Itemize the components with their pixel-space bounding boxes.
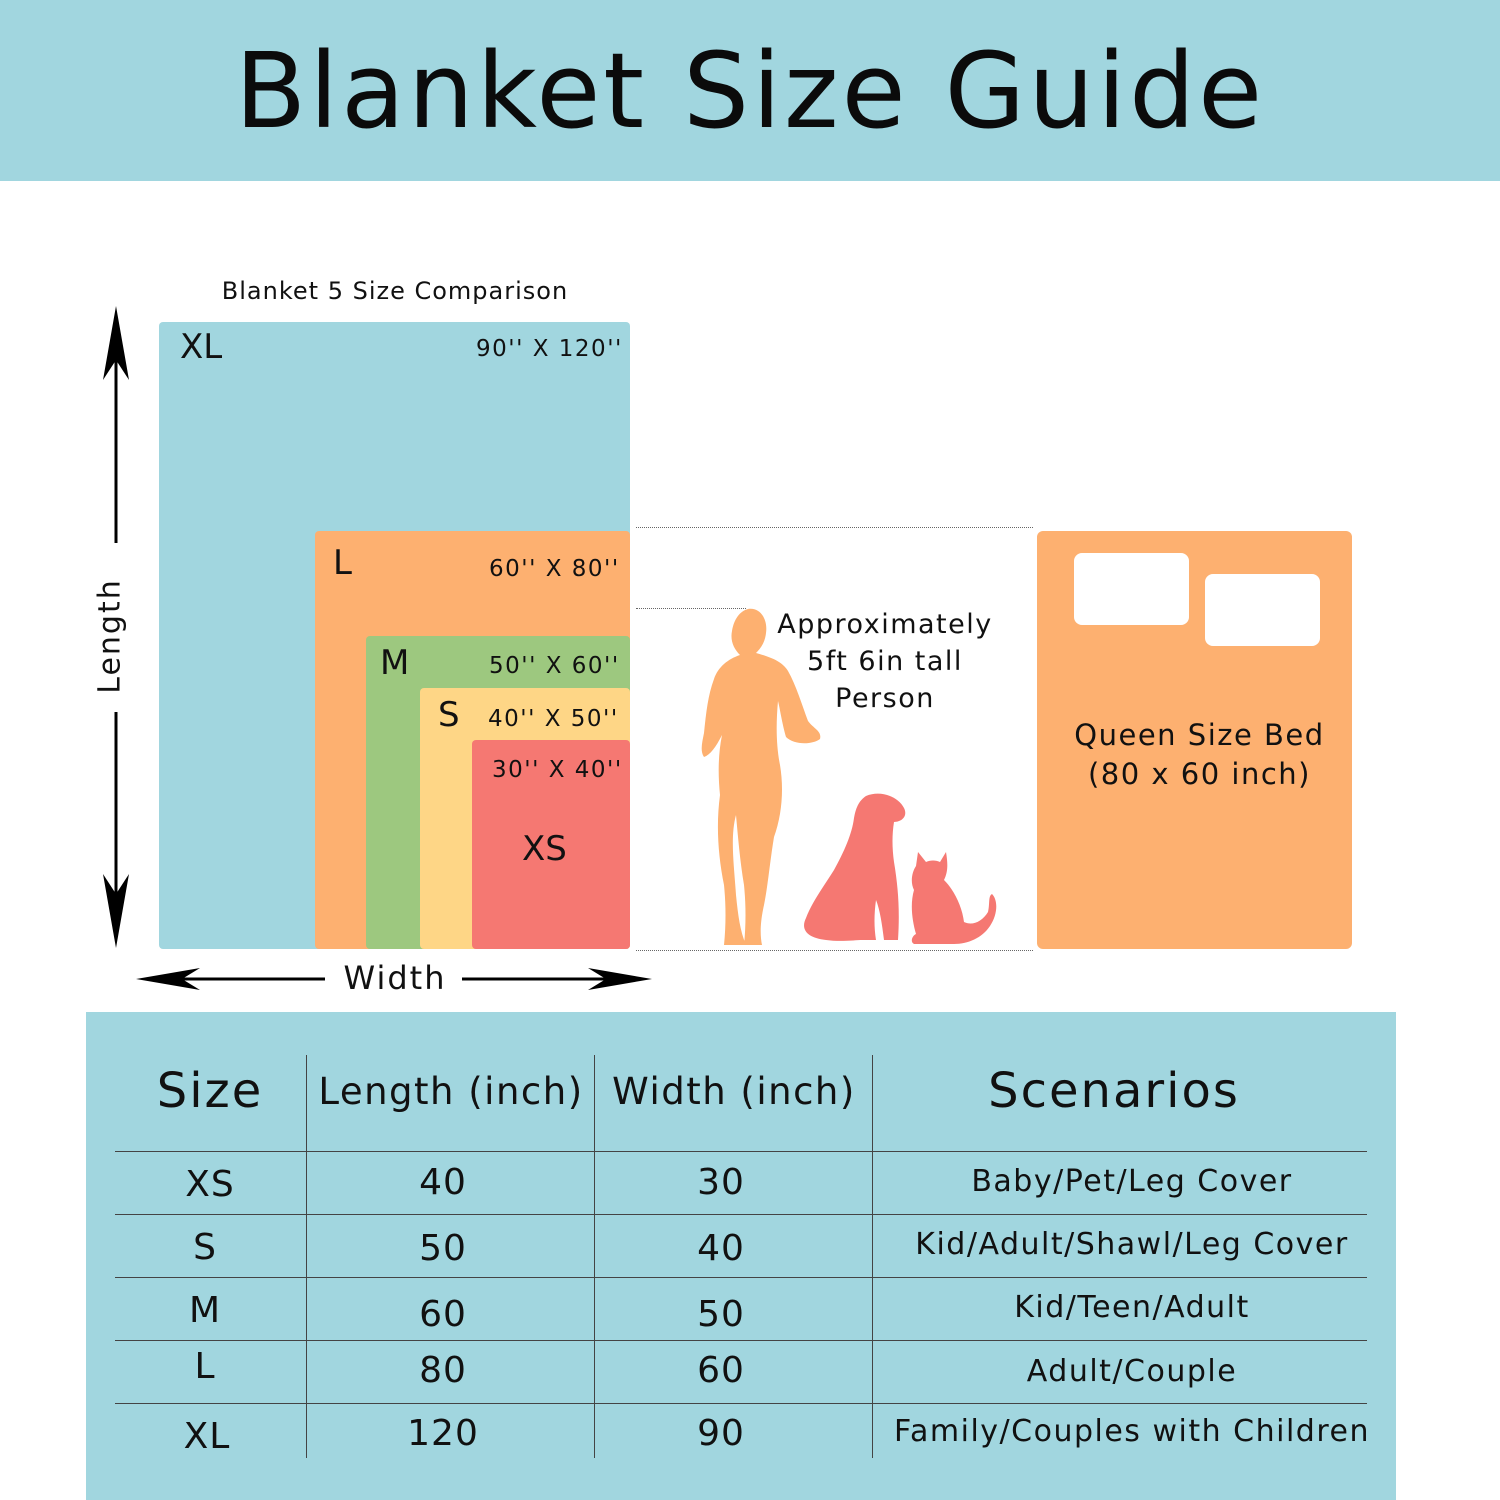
table-header-length: Length (inch)	[318, 1070, 584, 1113]
table-cell-length: 120	[407, 1413, 479, 1454]
table-row-divider	[115, 1214, 1367, 1215]
reference-line-bottom	[636, 950, 1033, 951]
table-row-divider	[115, 1277, 1367, 1278]
table-cell-width: 30	[697, 1162, 745, 1203]
size-label-xs: XS	[522, 829, 567, 869]
bed-caption-line2: (80 x 60 inch)	[1087, 757, 1311, 791]
person-caption-line2: 5ft 6in tall	[807, 646, 963, 677]
dims-label-xs: 30'' X 40''	[492, 757, 623, 783]
table-cell-length: 80	[419, 1350, 467, 1391]
pillow-left-icon	[1074, 553, 1189, 625]
table-row-divider	[115, 1340, 1367, 1341]
bed-caption-line1: Queen Size Bed	[1074, 718, 1325, 752]
pillow-right-icon	[1205, 574, 1320, 646]
dims-label-s: 40'' X 50''	[488, 706, 619, 732]
table-cell-size: S	[193, 1227, 217, 1268]
size-label-l: L	[333, 543, 352, 583]
person-caption-line3: Person	[835, 683, 935, 714]
reference-line-top	[636, 527, 1033, 528]
table-col-divider	[594, 1055, 595, 1458]
table-cell-width: 60	[697, 1350, 745, 1391]
table-cell-length: 40	[419, 1162, 467, 1203]
table-col-divider	[306, 1055, 307, 1458]
page-title: Blanket Size Guide	[234, 30, 1266, 152]
dims-label-xl: 90'' X 120''	[476, 336, 623, 362]
table-row-divider	[115, 1403, 1367, 1404]
bed-caption	[1042, 716, 1357, 794]
table-cell-scenario: Kid/Teen/Adult	[1014, 1290, 1250, 1325]
table-cell-length: 60	[419, 1294, 467, 1335]
table-cell-length: 50	[419, 1228, 467, 1269]
table-cell-scenario: Adult/Couple	[1026, 1354, 1238, 1389]
table-cell-size: L	[194, 1346, 216, 1387]
cat-silhouette-icon	[900, 850, 1002, 946]
table-cell-size: M	[188, 1290, 222, 1331]
table-cell-width: 40	[697, 1228, 745, 1269]
table-header-size: Size	[156, 1063, 264, 1119]
table-cell-size: XL	[183, 1416, 231, 1457]
dims-label-m: 50'' X 60''	[489, 653, 620, 679]
table-row-divider	[115, 1151, 1367, 1152]
table-cell-scenario: Family/Couples with Children	[894, 1414, 1370, 1449]
table-cell-scenario: Baby/Pet/Leg Cover	[971, 1164, 1293, 1199]
person-caption-line1: Approximately	[777, 609, 993, 640]
table-col-divider	[872, 1055, 873, 1458]
table-header-width: Width (inch)	[612, 1070, 856, 1113]
person-caption	[760, 606, 1010, 717]
size-label-s: S	[438, 695, 460, 735]
dog-silhouette-icon	[800, 790, 910, 945]
table-cell-size: XS	[185, 1164, 235, 1205]
dims-label-l: 60'' X 80''	[489, 556, 620, 582]
table-cell-width: 90	[697, 1413, 745, 1454]
length-axis-label: Length	[92, 578, 128, 694]
size-label-m: M	[380, 643, 410, 683]
width-axis-label: Width	[343, 959, 447, 997]
table-cell-width: 50	[697, 1294, 745, 1335]
comparison-title: Blanket 5 Size Comparison	[221, 277, 569, 305]
table-header-scenarios: Scenarios	[988, 1063, 1240, 1119]
size-label-xl: XL	[180, 327, 223, 367]
table-cell-scenario: Kid/Adult/Shawl/Leg Cover	[915, 1227, 1349, 1262]
